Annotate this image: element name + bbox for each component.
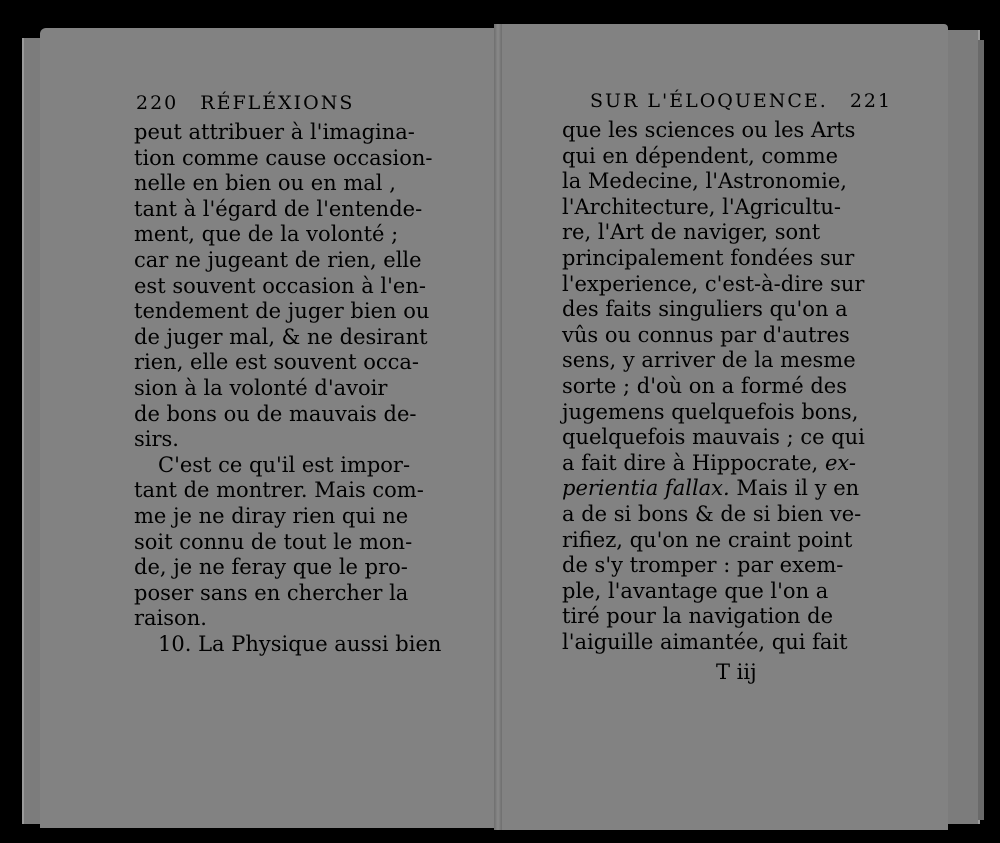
text-line: sion à la volonté d'avoir [134, 375, 388, 400]
text-line: a de si bons & de si bien ve- [562, 501, 862, 526]
text-line: sorte ; d'où on a formé des [562, 373, 847, 398]
text-line: tant de montrer. Mais com- [134, 478, 424, 503]
book-spine [494, 24, 502, 830]
text-line: de juger mal, & ne desirant [134, 324, 428, 349]
text-line: me je ne diray rien qui ne [134, 503, 409, 528]
text-line: tiré pour la navigation de [562, 604, 833, 629]
right-page-edges-inner [978, 40, 984, 820]
text-line: l'Architecture, l'Agricultu- [562, 194, 842, 219]
text-line: sirs. [134, 427, 179, 452]
text-line: qui en dépendent, comme [562, 143, 839, 168]
text-line [562, 476, 862, 502]
text-line: tant à l'égard de l'entende- [134, 196, 423, 221]
text-line: peut attribuer à l'imagina- [134, 120, 415, 144]
right-page-edges [948, 30, 980, 824]
italic-fragment: perientia fallax. [562, 476, 730, 501]
text-line: de s'y tromper : par exem- [562, 553, 844, 578]
text-line: rien, elle est souvent occa- [134, 350, 419, 375]
right-head-title: SUR L'ÉLOQUENCE. [590, 90, 828, 112]
text-line: principalement fondées sur [562, 245, 855, 270]
text-line: ment, que de la volonté ; [134, 222, 399, 247]
right-running-head [590, 90, 892, 112]
text-line: ple, l'avantage que l'on a [562, 578, 829, 603]
text-line: tendement de juger bien ou [134, 299, 430, 324]
text-line: de, je ne feray que le pro- [134, 555, 408, 580]
text-line: jugemens quelquefois bons, [562, 399, 859, 424]
text-line: re, l'Art de naviger, sont [562, 220, 821, 245]
text-line: C'est ce qu'il est impor- [158, 452, 411, 477]
text-line: sens, y arriver de la mesme [562, 348, 856, 373]
right-page-number: 221 [849, 90, 893, 112]
text-line: l'aiguille aimantée, qui fait [562, 629, 848, 654]
text-line: nelle en bien ou en mal , [134, 171, 396, 196]
left-page-edges [22, 38, 42, 824]
text-fragment: Mais il y en [736, 476, 860, 501]
left-running-head [136, 92, 354, 114]
text-line: rifiez, qu'on ne craint point [562, 527, 853, 552]
left-page-text [134, 120, 442, 657]
left-head-title: RÉFLÉXIONS [200, 92, 355, 114]
text-line: est souvent occasion à l'en- [134, 273, 426, 298]
text-line: 10. La Physique aussi bien [158, 631, 442, 656]
text-line [562, 451, 862, 477]
text-line: l'experience, c'est-à-dire sur [562, 271, 865, 296]
text-line: raison. [134, 606, 207, 631]
text-line: car ne jugeant de rien, elle [134, 247, 422, 272]
text-line: des faits singuliers qu'on a [562, 297, 848, 322]
text-line: vûs ou connus par d'autres [562, 322, 850, 347]
signature-mark: T iij [716, 660, 757, 684]
text-line: tion comme cause occasion- [134, 145, 433, 170]
text-line: quelquefois mauvais ; ce qui [562, 425, 865, 450]
right-page-text [562, 118, 865, 655]
text-fragment: a fait dire à Hippocrate, [562, 450, 819, 475]
text-line: soit connu de tout le mon- [134, 529, 413, 554]
text-line: la Medecine, l'Astronomie, [562, 169, 847, 194]
text-line: poser sans en chercher la [134, 580, 409, 605]
italic-fragment: ex- [824, 450, 856, 475]
left-page-number: 220 [136, 92, 179, 114]
text-line: de bons ou de mauvais de- [134, 401, 417, 426]
text-line: que les sciences ou les Arts [562, 118, 856, 142]
